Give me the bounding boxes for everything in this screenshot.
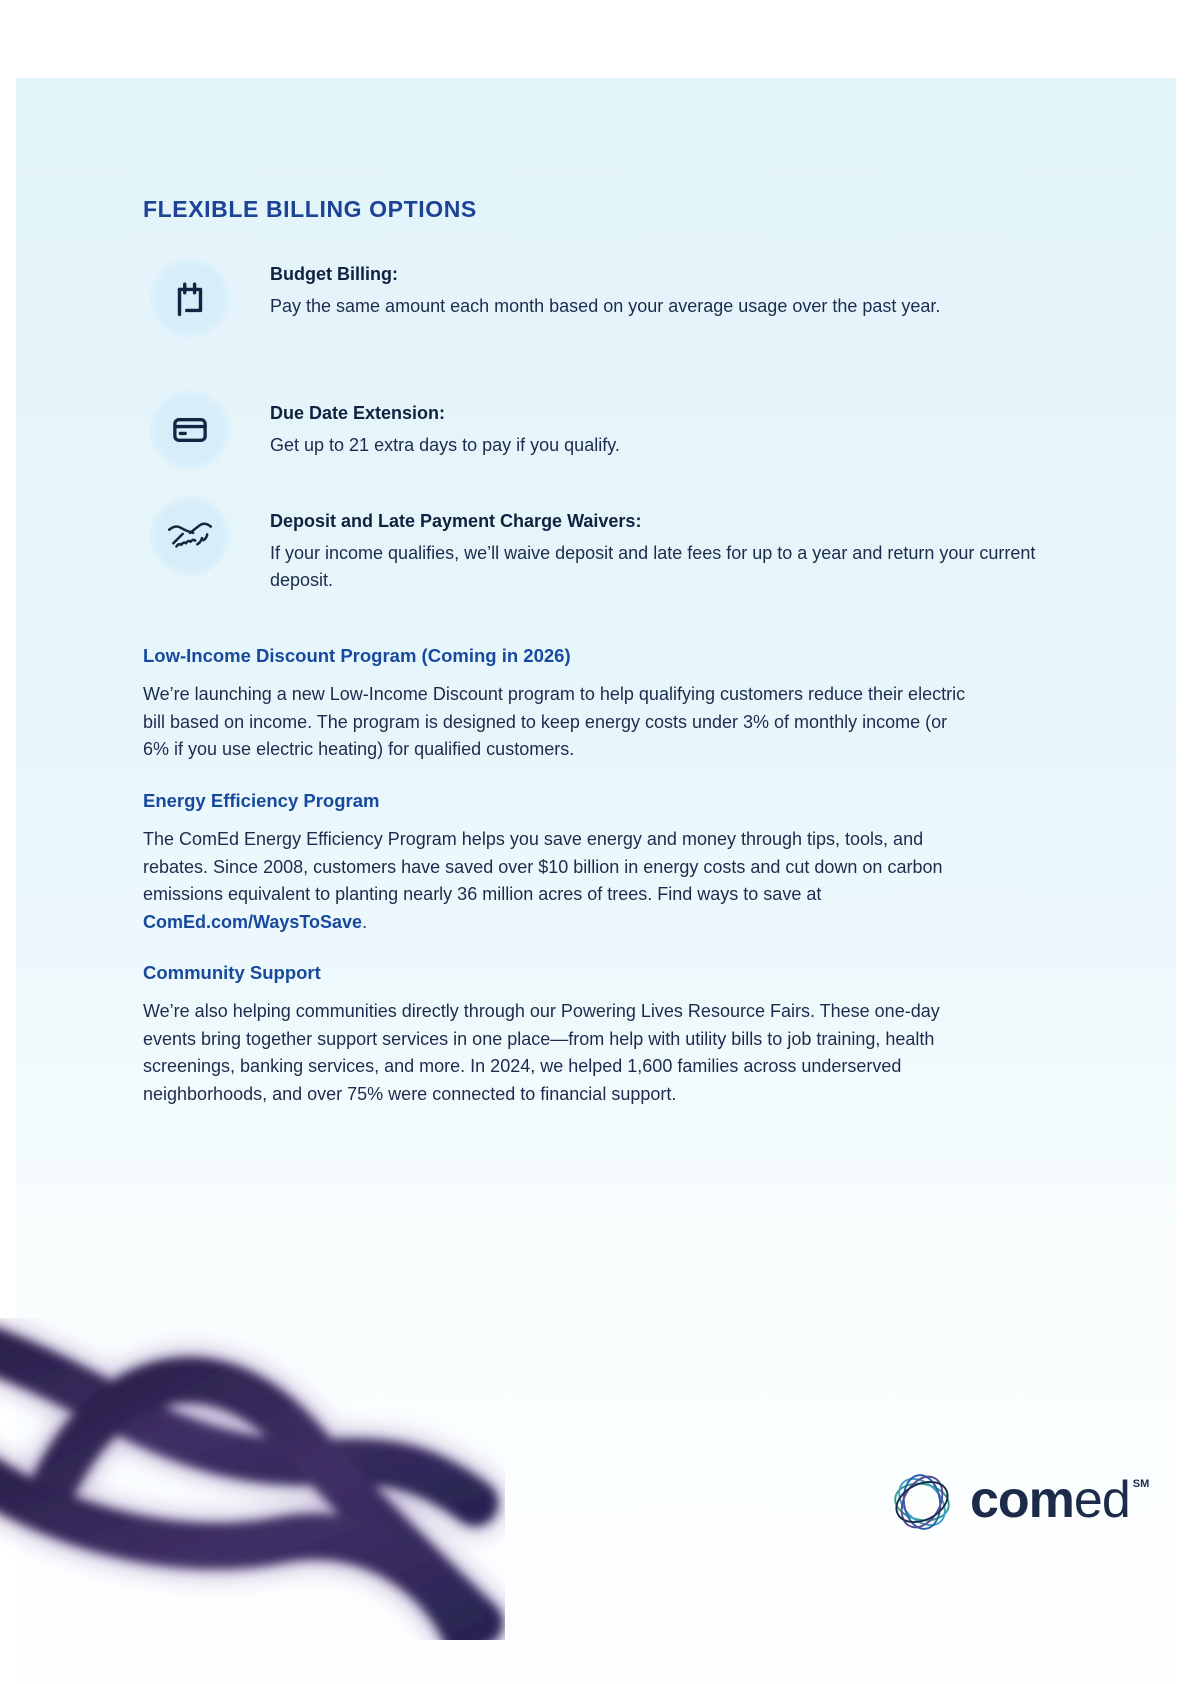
handshake-icon: [150, 496, 230, 576]
ways-to-save-link[interactable]: ComEd.com/WaysToSave: [143, 911, 363, 932]
section-heading: Energy Efficiency Program: [143, 790, 380, 811]
comed-logo: [886, 1466, 1150, 1538]
page-title: FLEXIBLE BILLING OPTIONS: [143, 196, 477, 222]
option-description: Pay the same amount each month based on your average usage over the past year.: [270, 296, 941, 316]
credit-card-icon: [150, 390, 230, 470]
section-heading: Low-Income Discount Program (Coming in 2026): [143, 645, 571, 666]
logo-com: com: [970, 1471, 1074, 1529]
section-heading: Community Support: [143, 962, 321, 983]
logo-sm-superscript: SM: [1132, 1478, 1150, 1490]
section-low-income-discount: [143, 645, 973, 764]
section-body-text: The ComEd Energy Efficiency Program helps you save energy and money through tips, tools, and rebates. Since 2008, customers have saved over $10 billion in energy costs and cut down on carbon emissions equivalent to planting nearly 36 million acres of trees. Find ways to save at: [143, 829, 943, 904]
option-title: Deposit and Late Payment Charge Waivers:: [270, 511, 642, 531]
wave-graphic: [0, 1318, 505, 1640]
billing-option-due-date: [150, 390, 1045, 470]
section-energy-efficiency: [143, 790, 973, 936]
option-description: Get up to 21 extra days to pay if you qualify.: [270, 435, 620, 455]
logo-ed: ed: [1073, 1471, 1130, 1529]
comed-logo-icon: [886, 1466, 958, 1538]
option-description: If your income qualifies, we’ll waive deposit and late fees for up to a year and return your current deposit.: [270, 543, 1036, 590]
section-body: We’re also helping communities directly through our Powering Lives Resource Fairs. These one-day events bring together support services in one place—from help with utility bills to job training, health screenings, banking services, and more. In 2024, we helped 1,600 families across underserved neighborhoods, and over 75% were connected to financial support.: [143, 1001, 940, 1104]
option-title: Budget Billing:: [270, 264, 398, 284]
section-body: [143, 826, 973, 936]
calendar-icon: [150, 258, 230, 338]
section-community-support: [143, 962, 973, 1108]
billing-option-budget: [150, 258, 1045, 338]
section-body: We’re launching a new Low-Income Discount program to help qualifying customers reduce their electric bill based on income. The program is designed to keep energy costs under 3% of monthly income (or 6% if you use electric heating) for qualified customers.: [143, 684, 966, 759]
section-body-after: .: [362, 911, 368, 932]
comed-logo-text: [970, 1471, 1150, 1529]
option-title: Due Date Extension:: [270, 403, 446, 423]
billing-option-waivers: [150, 496, 1045, 594]
